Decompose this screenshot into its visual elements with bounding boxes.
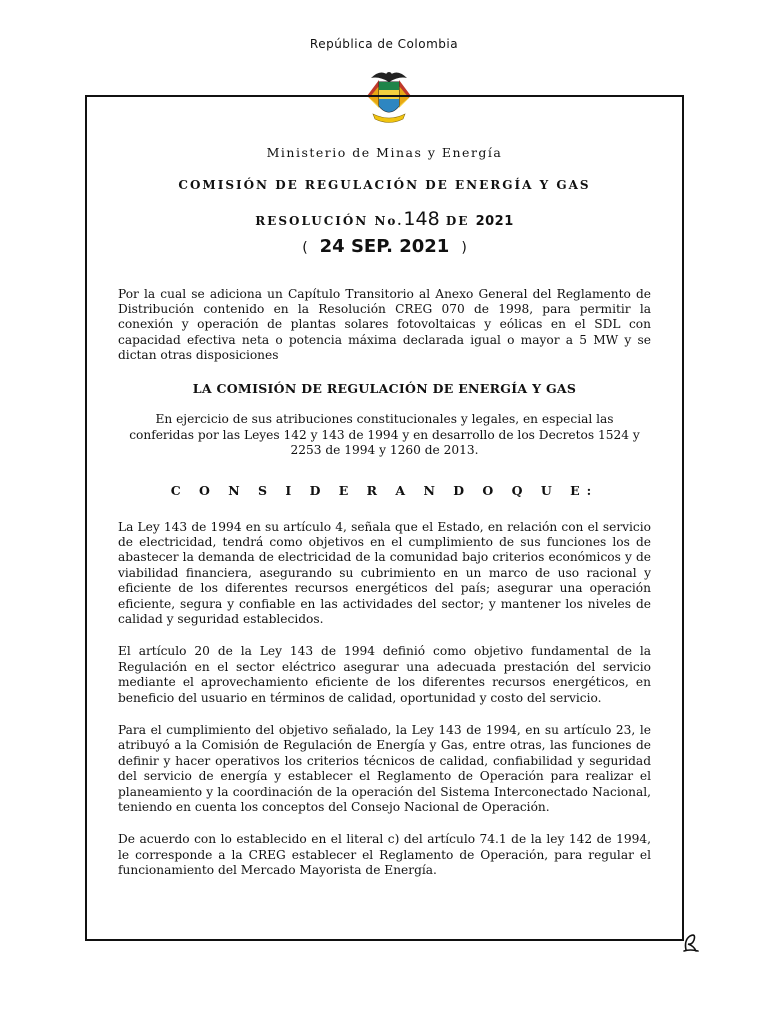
resolution-de: DE [445, 214, 470, 228]
country-header: República de Colombia [309, 37, 459, 51]
considerando-paragraph-4: De acuerdo con lo establecido en el literal c) del artículo 74.1 de la ley 142 de 1994, le corresponde a la CREG establecer el Reglamento de Operación, para regular el funcionamiento del Mercado Mayorista de Energía. [118, 832, 651, 878]
resolution-line [118, 208, 651, 230]
la-comision-heading: LA COMISIÓN DE REGULACIÓN DE ENERGÍA Y GAS [192, 381, 577, 397]
handwritten-initial-icon [680, 930, 702, 954]
document-body [85, 95, 684, 879]
ministry-name: Ministerio de Minas y Energía [266, 145, 503, 160]
date-open-paren: ( [302, 240, 308, 256]
resolution-label: RESOLUCIÓN No. [255, 214, 404, 228]
date-stamp: 24 SEP. 2021 [319, 236, 450, 257]
resolution-number: 148 [403, 208, 440, 230]
date-close-paren: ) [461, 240, 467, 256]
ejercicio-paragraph: En ejercicio de sus atribuciones constitucionales y legales, en especial las conferidas por las Leyes 142 y 143 de 1994 y en desarrollo de los Decretos 1524 y 2253 de 1994 y 1260 de 2013. [129, 412, 640, 458]
considerando-heading: C O N S I D E R A N D O Q U E: [170, 482, 599, 498]
considerando-paragraph-2: El artículo 20 de la Ley 143 de 1994 definió como objetivo fundamental de la Regulación en el sector eléctrico asegurar una adecuada prestación del servicio mediante el aprovechamiento eficiente de los diferentes recursos energéticos, en beneficio del usuario en términos de calidad, oportunidad y costo del servicio. [118, 644, 651, 705]
resolution-date [118, 236, 651, 257]
considerando-paragraph-1: La Ley 143 de 1994 en su artículo 4, señala que el Estado, en relación con el servicio de electricidad, tendrá como objetivos en el cumplimiento de sus funciones los de abastecer la demanda de electricidad de la comunidad bajo criterios económicos y de viabilidad financiera, asegurando su cubrimiento en un marco de uso racional y eficiente de los diferentes recursos energéticos del país; asegurar una operación eficiente, segura y confiable en las actividades del sector; y mantener los niveles de calidad y seguridad establecidos. [118, 519, 651, 626]
considerando-paragraph-3: Para el cumplimiento del objetivo señalado, la Ley 143 de 1994, en su artículo 23, le atribuyó a la Comisión de Regulación de Energía y Gas, entre otras, las funciones de definir y hacer operativos los criterios técnicos de calidad, confiabilidad y seguridad del servicio de energía y establecer el Reglamento de Operación para realizar el planeamiento y la coordinación de la operación del Sistema Interconectado Nacional, teniendo en cuenta los conceptos del Consejo Nacional de Operación. [118, 722, 651, 815]
commission-name: COMISIÓN DE REGULACIÓN DE ENERGÍA Y GAS [178, 178, 591, 192]
resolution-year: 2021 [475, 214, 514, 229]
resolution-summary: Por la cual se adiciona un Capítulo Transitorio al Anexo General del Reglamento de Distribución contenido en la Resolución CREG 070 de 1998, para permitir la conexión y operación de plantas solares fotovoltaicas y eólicas en el SDL con capacidad efectiva neta o potencia máxima declarada igual o mayor a 5 MW y se dictan otras disposiciones [118, 287, 651, 362]
